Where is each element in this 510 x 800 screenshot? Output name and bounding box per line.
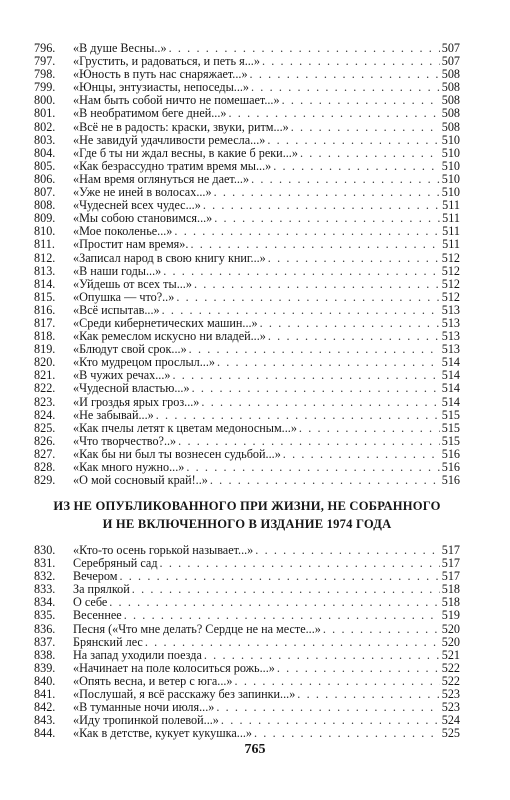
- toc-entry-title: «В туманные ночи июля...»: [73, 700, 215, 715]
- toc-entry: [34, 252, 460, 265]
- toc-entry-page: 508: [441, 106, 460, 121]
- toc-entry-page: 514: [441, 394, 460, 409]
- toc-entry-number: 840.: [34, 673, 56, 688]
- toc-entry-title: «Как в детстве, кукует кукушка...»: [73, 726, 253, 741]
- toc-entry-page: 520: [441, 634, 460, 649]
- toc-entry-title: Серебряный сад: [73, 556, 158, 571]
- dot-leader: [162, 304, 440, 317]
- dot-leader: [132, 583, 440, 596]
- dot-leader: [201, 396, 439, 409]
- toc-entry-number: 801.: [34, 106, 56, 121]
- toc-entry-number: 812.: [34, 250, 56, 265]
- toc-entry-page: 508: [441, 67, 460, 82]
- toc-entry-page: 510: [441, 145, 460, 160]
- toc-entry: [34, 609, 460, 622]
- dot-leader: [190, 238, 440, 251]
- dot-leader: [194, 278, 440, 291]
- toc-entry: [34, 396, 460, 409]
- toc-entry-page: 524: [441, 713, 460, 728]
- toc-entry-title: «Нам быть собой ничто не помешает...»: [73, 93, 280, 108]
- dot-leader: [250, 68, 440, 81]
- toc-entry-number: 816.: [34, 302, 56, 317]
- toc-entry: [34, 107, 460, 120]
- toc-entry-page: 518: [441, 595, 460, 610]
- toc-entry-page: 519: [441, 608, 460, 623]
- toc-entry-number: 828.: [34, 460, 56, 474]
- dot-leader: [214, 212, 440, 225]
- toc-entry-title: Вечером: [73, 569, 118, 584]
- dot-leader: [178, 435, 440, 448]
- toc-entry-title: «Что творчество?..»: [73, 433, 177, 448]
- toc-entry-page: 522: [441, 660, 460, 675]
- dot-leader: [186, 461, 439, 474]
- dot-leader: [255, 544, 439, 557]
- toc-entry-title: Песня («Что мне делать? Сердце не на месте...»: [73, 621, 321, 636]
- toc-entry-title: «Где б ты ни ждал весны, в какие б реки...»: [73, 145, 298, 160]
- toc-entry-page: 516: [441, 473, 460, 488]
- toc-entry-title: О себе: [73, 595, 108, 610]
- toc-entry-page: 513: [441, 342, 460, 357]
- toc-entry-title: «О мой сосновый край!..»: [73, 473, 208, 488]
- toc-entry-page: 520: [441, 621, 460, 636]
- toc-entry-number: 844.: [34, 726, 56, 741]
- toc-entry-title: «Простит нам время».: [73, 237, 189, 252]
- toc-entry-title: «Чудесной властью...»: [73, 381, 190, 396]
- page-number: 765: [244, 742, 266, 757]
- toc-entry-title: «Нам время оглянуться не дает...»: [73, 171, 250, 186]
- toc-entry-number: 797.: [34, 54, 56, 69]
- toc-entry-number: 842.: [34, 700, 56, 715]
- dot-leader: [273, 160, 439, 173]
- toc-entry-number: 813.: [34, 263, 56, 278]
- dot-leader: [203, 199, 440, 212]
- toc-entry-number: 824.: [34, 407, 56, 422]
- dot-leader: [262, 55, 440, 68]
- toc-entry-number: 809.: [34, 211, 56, 226]
- toc-entry-title: «В душе Весны..»: [73, 41, 167, 55]
- toc-entry-page: 517: [441, 543, 460, 557]
- toc-entry-title: «Послушай, я всё расскажу без запинки...»: [73, 687, 296, 702]
- toc-entry-number: 803.: [34, 132, 56, 147]
- dot-leader: [156, 409, 440, 422]
- toc-entry-page: 523: [441, 687, 460, 702]
- toc-entry: [34, 238, 460, 251]
- dot-leader: [145, 636, 440, 649]
- dot-leader: [210, 474, 440, 487]
- dot-leader: [277, 662, 440, 675]
- toc-entry: [34, 134, 460, 147]
- dot-leader: [283, 448, 440, 461]
- toc-entry-title: «Всё не в радость: краски, звуки, ритм...»: [73, 119, 289, 134]
- toc-entry-number: 827.: [34, 446, 56, 461]
- toc-entry-number: 835.: [34, 608, 56, 623]
- toc-entry-page: 512: [441, 263, 460, 278]
- toc-entry-number: 836.: [34, 621, 56, 636]
- toc-entry-page: 507: [441, 54, 460, 69]
- toc-entry-title: «Как много нужно...»: [73, 460, 185, 474]
- toc-entry-title: На запад уходили поезда: [73, 647, 202, 662]
- toc-entry-title: «Как пчелы летят к цветам медоносным...»: [73, 420, 297, 435]
- dot-leader: [216, 701, 439, 714]
- toc-entry-number: 831.: [34, 556, 56, 571]
- toc-entry-number: 814.: [34, 276, 56, 291]
- dot-leader: [229, 107, 440, 120]
- toc-entry-number: 829.: [34, 473, 56, 488]
- toc-entry-page: 522: [441, 673, 460, 688]
- toc-entry-number: 806.: [34, 171, 56, 186]
- toc-entry-title: «Уже не иней в волосах...»: [73, 185, 212, 200]
- dot-leader: [268, 330, 440, 343]
- toc-entry: [34, 422, 460, 435]
- toc-entry: [34, 278, 460, 291]
- toc-entry-number: 819.: [34, 342, 56, 357]
- toc-entry-title: «И гроздья ярых гроз...»: [73, 394, 200, 409]
- dot-leader: [124, 609, 440, 622]
- toc-entry-page: 523: [441, 700, 460, 715]
- toc-entry-number: 804.: [34, 145, 56, 160]
- section-heading-line-1: ИЗ НЕ ОПУБЛИКОВАННОГО ПРИ ЖИЗНИ, НЕ СОБРАННОГО: [53, 499, 441, 513]
- toc-entry-title: «Блюдут свой срок...»: [73, 342, 187, 357]
- toc-entry-page: 512: [441, 250, 460, 265]
- toc-entry-title: Весеннее: [73, 608, 122, 623]
- toc-entry-title: За прялкой: [73, 582, 130, 597]
- toc-entry-title: «Как ремеслом искусно ни владей...»: [73, 329, 266, 344]
- toc-entry-number: 821.: [34, 368, 56, 383]
- toc-entry-number: 808.: [34, 198, 56, 213]
- toc-entry-page: 521: [441, 647, 460, 662]
- toc-entry-title: «Кто мудрецом прослыл...»: [73, 355, 215, 370]
- toc-entry-page: 518: [441, 582, 460, 597]
- toc-entry: [34, 636, 460, 649]
- toc-entry-number: 811.: [34, 237, 55, 252]
- toc-entry: [34, 160, 460, 173]
- dot-leader: [176, 291, 439, 304]
- toc-entry-number: 833.: [34, 582, 56, 597]
- toc-entry-number: 820.: [34, 355, 56, 370]
- toc-entry-title: «Грустить, и радоваться, и петь я...»: [73, 54, 260, 69]
- toc-entry-number: 830.: [34, 543, 56, 557]
- toc-entry-title: «Не завидуй удачливости ремесла...»: [73, 132, 266, 147]
- toc-entry-title: «Опушка — что?..»: [73, 289, 175, 304]
- dot-leader: [192, 382, 440, 395]
- dot-leader: [251, 173, 440, 186]
- toc-entry-title: «В чужих речах...»: [73, 368, 171, 383]
- toc-entry-page: 507: [441, 41, 460, 55]
- toc-entry-page: 513: [441, 315, 460, 330]
- toc-entry-number: 826.: [34, 433, 56, 448]
- dot-leader: [172, 369, 439, 382]
- toc-entry-page: 508: [441, 80, 460, 95]
- toc-entry-page: 516: [441, 460, 460, 474]
- toc-entry-number: 798.: [34, 67, 56, 82]
- toc-entry-number: 802.: [34, 119, 56, 134]
- dot-leader: [268, 252, 440, 265]
- toc-entry: [34, 662, 460, 675]
- toc-entry-number: 805.: [34, 158, 56, 173]
- toc-entry-number: 822.: [34, 381, 56, 396]
- toc-entry-title: Брянский лес: [73, 634, 143, 649]
- toc-entry-number: 837.: [34, 634, 56, 649]
- toc-entry-title: «Как бы ни был ты вознесен судьбой...»: [73, 446, 281, 461]
- toc-entry-number: 810.: [34, 224, 56, 239]
- toc-entry-page: 512: [441, 289, 460, 304]
- toc-entry-page: 512: [441, 276, 460, 291]
- toc-entry-page: 517: [441, 569, 460, 584]
- dot-leader: [297, 688, 439, 701]
- dot-leader: [174, 225, 440, 238]
- toc-entry-number: 817.: [34, 315, 56, 330]
- toc-entry-page: 513: [441, 302, 460, 317]
- toc-entry: [34, 265, 460, 278]
- dot-leader: [160, 557, 440, 570]
- toc-entry-page: 511: [442, 198, 460, 213]
- toc-entry-page: 515: [441, 433, 460, 448]
- toc-entry-number: 843.: [34, 713, 56, 728]
- toc-list-part-2: [34, 544, 460, 740]
- toc-entry-title: «Мы собою становимся...»: [73, 211, 213, 226]
- toc-list-part-1: [34, 42, 460, 487]
- toc-entry-page: 508: [441, 93, 460, 108]
- toc-entry-page: 513: [441, 329, 460, 344]
- toc-entry-title: «В необратимом беге дней...»: [73, 106, 227, 121]
- toc-entry-title: «Кто-то осень горькой называет...»: [73, 543, 254, 557]
- dot-leader: [221, 714, 440, 727]
- dot-leader: [300, 147, 440, 160]
- toc-entry-title: «Уйдешь от всех ты...»: [73, 276, 192, 291]
- toc-entry: [34, 147, 460, 160]
- toc-entry-page: 514: [441, 381, 460, 396]
- toc-entry-title: «Не забывай...»: [73, 407, 154, 422]
- toc-entry-number: 800.: [34, 93, 56, 108]
- toc-entry-page: 517: [441, 556, 460, 571]
- toc-entry-title: «Чудесней всех чудес...»: [73, 198, 201, 213]
- toc-entry-title: «Среди кибернетических машин...»: [73, 315, 258, 330]
- toc-entry-page: 514: [441, 368, 460, 383]
- toc-entry-page: 510: [441, 158, 460, 173]
- toc-entry-title: «В наши годы...»: [73, 263, 162, 278]
- toc-entry-number: 825.: [34, 420, 56, 435]
- toc-entry-number: 832.: [34, 569, 56, 584]
- toc-entry-page: 508: [441, 119, 460, 134]
- dot-leader: [291, 121, 440, 134]
- dot-leader: [217, 356, 440, 369]
- toc-entry-number: 796.: [34, 41, 56, 55]
- dot-leader: [282, 94, 440, 107]
- dot-leader: [299, 422, 440, 435]
- toc-entry-page: 515: [441, 407, 460, 422]
- toc-entry: [34, 291, 460, 304]
- toc-entry-number: 799.: [34, 80, 56, 95]
- toc-entry-title: «Всё испытав...»: [73, 302, 160, 317]
- toc-entry-number: 807.: [34, 185, 56, 200]
- toc-entry: [34, 727, 460, 740]
- toc-entry-number: 823.: [34, 394, 56, 409]
- toc-entry: [34, 435, 460, 448]
- dot-leader: [204, 649, 440, 662]
- section-heading: [34, 497, 460, 533]
- toc-entry-title: «Как безрассудно тратим время мы...»: [73, 158, 272, 173]
- dot-leader: [323, 623, 440, 636]
- toc-entry: [34, 409, 460, 422]
- toc-entry-page: 514: [441, 355, 460, 370]
- toc-entry-page: 516: [441, 446, 460, 461]
- dot-leader: [214, 186, 440, 199]
- toc-entry-page: 511: [442, 224, 460, 239]
- toc-entry-page: 515: [441, 420, 460, 435]
- toc-entry-page: 525: [441, 726, 460, 741]
- dot-leader: [254, 727, 440, 740]
- toc-entry-number: 818.: [34, 329, 56, 344]
- dot-leader: [267, 134, 439, 147]
- toc-entry-page: 511: [442, 237, 460, 252]
- toc-entry-number: 838.: [34, 647, 56, 662]
- dot-leader: [109, 596, 439, 609]
- toc-entry-page: 510: [441, 171, 460, 186]
- toc-entry-page: 510: [441, 132, 460, 147]
- toc-entry: [34, 649, 460, 662]
- toc-entry: [34, 474, 460, 487]
- dot-leader: [260, 317, 440, 330]
- toc-entry-number: 841.: [34, 687, 56, 702]
- toc-entry-title: «Иду тропинкой полевой...»: [73, 713, 219, 728]
- toc-entry-number: 815.: [34, 289, 56, 304]
- toc-entry: [34, 121, 460, 134]
- toc-entry: [34, 382, 460, 395]
- toc-entry-title: «Мое поколенье...»: [73, 224, 173, 239]
- toc-entry-number: 834.: [34, 595, 56, 610]
- dot-leader: [163, 265, 440, 278]
- dot-leader: [189, 343, 440, 356]
- section-heading-line-2: И НЕ ВКЛЮЧЕННОГО В ИЗДАНИЕ 1974 ГОДА: [102, 517, 392, 531]
- dot-leader: [119, 570, 439, 583]
- toc-entry-number: 839.: [34, 660, 56, 675]
- toc-entry: [34, 623, 460, 636]
- toc-entry: [34, 304, 460, 317]
- toc-entry-title: «Опять весна, и ветер с юга...»: [73, 673, 233, 688]
- toc-entry-page: 511: [442, 211, 460, 226]
- toc-entry-title: «Юнцы, энтузиасты, непоседы...»: [73, 80, 250, 95]
- toc-entry-title: «Начинает на поле колоситься рожь...»: [73, 660, 275, 675]
- toc-entry-title: «Записал народ в свою книгу книг...»: [73, 250, 266, 265]
- toc-entry-title: «Юность в путь нас снаряжает...»: [73, 67, 248, 82]
- toc-entry-page: 510: [441, 185, 460, 200]
